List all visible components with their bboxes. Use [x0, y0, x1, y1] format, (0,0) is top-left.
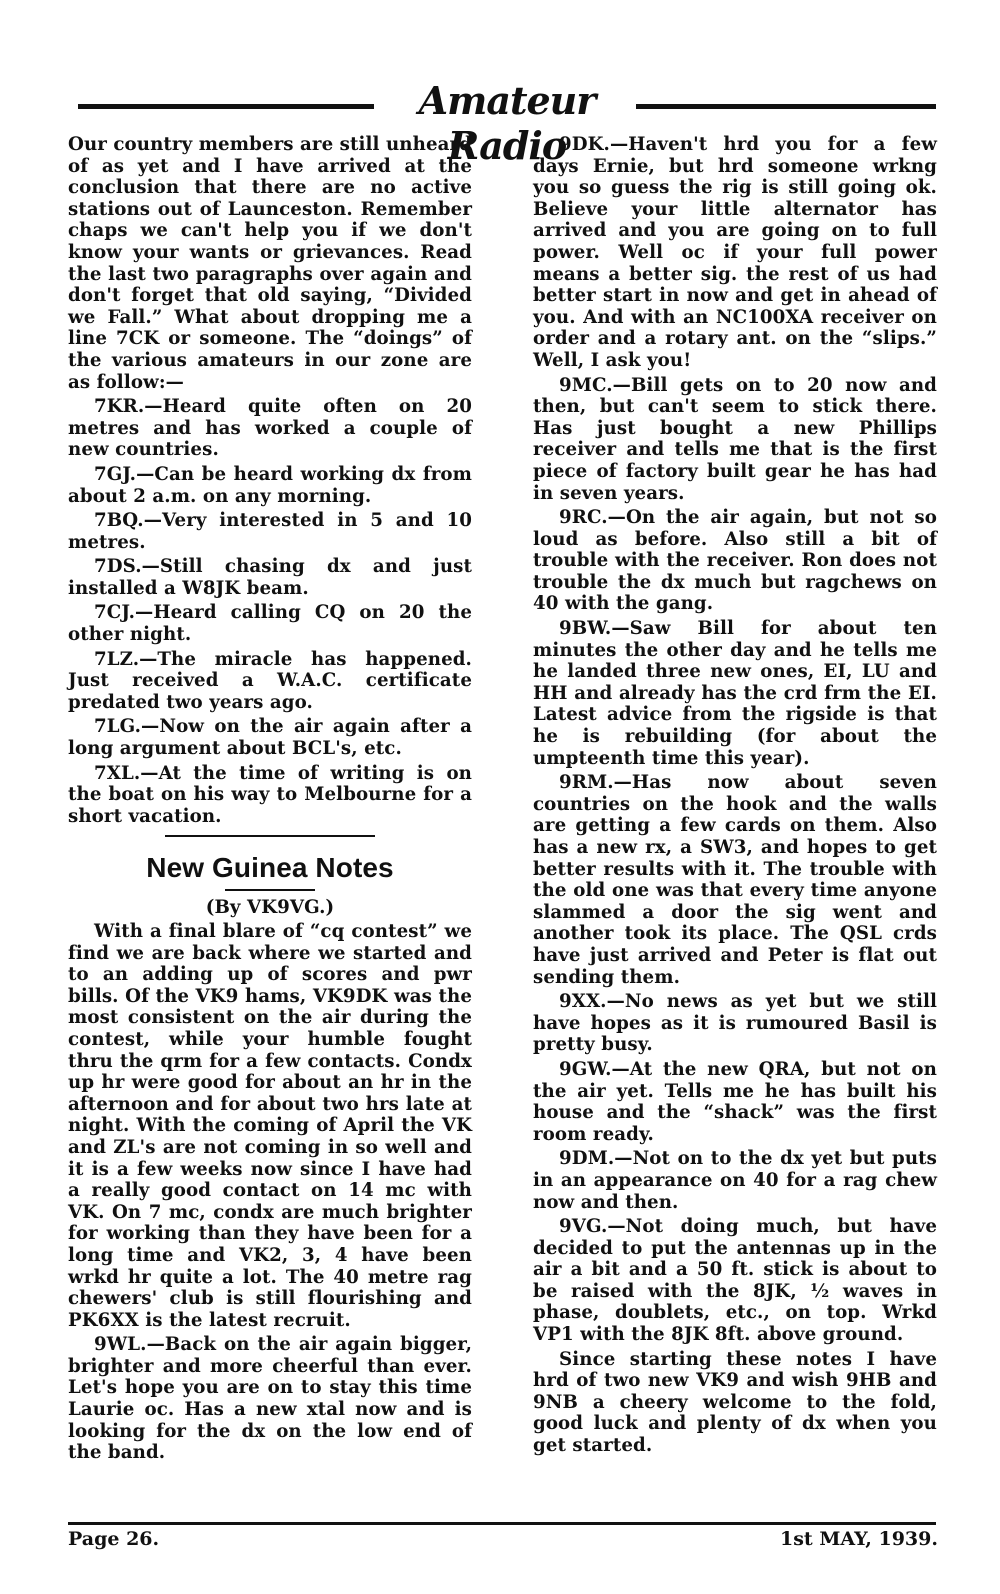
paragraph: 9DK.—Haven't hrd you for a few days Ernie, but hrd someone wrkng you so guess the rig is still going ok. Believe your little alternator has arrived and you are going on to full power. Well oc if your full power means a better sig. the rest of us had better start in now and get in ahead of you. And with an NC100XA receiver on order and a rotary ant. on the “slips.” Well, I ask you! — [533, 134, 937, 371]
paragraph: 7XL.—At the time of writing is on the boat on his way to Melbourne for a short vacation. — [68, 762, 472, 827]
masthead-rule-left — [78, 104, 374, 109]
paragraph: Since starting these notes I have hrd of two new VK9 and wish 9HB and 9NB a cheery welcome to the fold, good luck and plenty of dx when you get started. — [533, 1348, 937, 1457]
paragraph: 7CJ.—Heard calling CQ on 20 the other night. — [68, 602, 472, 646]
paragraph: Our country members are still unheard of as yet and I have arrived at the conclusion that there are no active stations out of Launceston. Remember chaps we can't help you if we don't know your wants or grievances. Read the last two paragraphs over again and don't forget that old saying, “Divided we Fall.” What about dropping me a line 7CK or someone. The “doings” of the various amateurs in our zone are as follow:— — [68, 134, 473, 393]
paragraph: 7LZ.—The miracle has happened. Just received a W.A.C. certificate predated two years ago. — [68, 648, 472, 713]
paragraph: 9RC.—On the air again, but not so loud as before. Also still a bit of trouble with the receiver. Ron does not trouble the dx much but ragchews on 40 with the gang. — [533, 507, 937, 615]
paragraph: 9RM.—Has now about seven countries on the hook and the walls are getting a few cards on them. Also has a new rx, a SW3, and hopes to get better results with it. The trouble with the old one was that every time anyone slammed a door the sig went and another took its place. The QSL crds have just arrived and Peter is flat out sending them. — [533, 772, 937, 988]
paragraph: 9BW.—Saw Bill for about ten minutes the other day and he tells me he landed three new ones, EI, LU and HH and already has the crd frm the EI. Latest advice from the rigside is that he is rebuilding (for about the umpteenth time this year). — [533, 618, 937, 769]
paragraph: With a final blare of “cq contest” we find we are back where we started and to an adding up of scores and pwr bills. Of the VK9 hams, VK9DK was the most consistent on the air during the contest, while your humble fought thru the qrm for a few contacts. Condx up hr were good for about an hr in the afternoon and for about two hrs late at night. With the coming of April the VK and ZL's are not coming in so well and it is a few weeks now since I have had a really good contact on 14 mc with VK. On 7 mc, condx are much brighter for working than they have been for a long time and VK2, 3, 4 have been wrkd hr quite a lot. The 40 metre rag chewers' club is still flourishing and PK6XX is the latest recruit. — [68, 921, 472, 1331]
paragraph: 7GJ.—Can be heard working dx from about 2 a.m. on any morning. — [68, 463, 472, 507]
paragraph: 7LG.—Now on the air again after a long argument about BCL's, etc. — [68, 716, 472, 760]
paragraph: 7DS.—Still chasing dx and just installed a W8JK beam. — [68, 556, 472, 599]
paragraph: 7BQ.—Very interested in 5 and 10 metres. — [68, 510, 472, 553]
masthead-title: Amateur Radio — [418, 78, 596, 168]
issue-date: 1st MAY, 1939. — [780, 1528, 938, 1550]
left-column — [68, 134, 472, 1467]
page-number: Page 26. — [68, 1528, 160, 1550]
section-heading: New Guinea Notes — [146, 852, 394, 884]
right-column — [533, 134, 937, 1460]
masthead — [78, 78, 936, 168]
paragraph: 9XX.—No news as yet but we still have hopes as it is rumoured Basil is pretty busy. — [533, 991, 937, 1056]
paragraph: 9GW.—At the new QRA, but not on the air yet. Tells me he has built his house and the “shack” was the first room ready. — [533, 1058, 937, 1145]
masthead-rule-right — [636, 104, 936, 109]
byline: (By VK9VG.) — [205, 897, 335, 919]
footer-rule — [68, 1522, 936, 1525]
paragraph: 7KR.—Heard quite often on 20 metres and has worked a couple of new countries. — [68, 396, 472, 461]
section-divider — [165, 835, 375, 837]
paragraph: 9DM.—Not on to the dx yet but puts in an appearance on 40 for a rag chew now and then. — [533, 1148, 937, 1213]
heading-underline — [225, 889, 315, 891]
paragraph: 9WL.—Back on the air again bigger, brighter and more cheerful than ever. Let's hope you are on to stay this time Laurie oc. Has a new xtal now and is looking for the dx on the low end of the band. — [68, 1334, 472, 1464]
paragraph: 9VG.—Not doing much, but have decided to put the antennas up in the air a bit and a 50 ft. stick is about to be raised with the 8JK, ½ waves in phase, doublets, etc., on top. Wrkd VP1 with the 8JK 8ft. above ground. — [533, 1216, 937, 1346]
paragraph: 9MC.—Bill gets on to 20 now and then, but can't seem to stick there. Has just bought a new Phillips receiver and tells me that is the first piece of factory built gear he has had in seven years. — [533, 374, 937, 504]
